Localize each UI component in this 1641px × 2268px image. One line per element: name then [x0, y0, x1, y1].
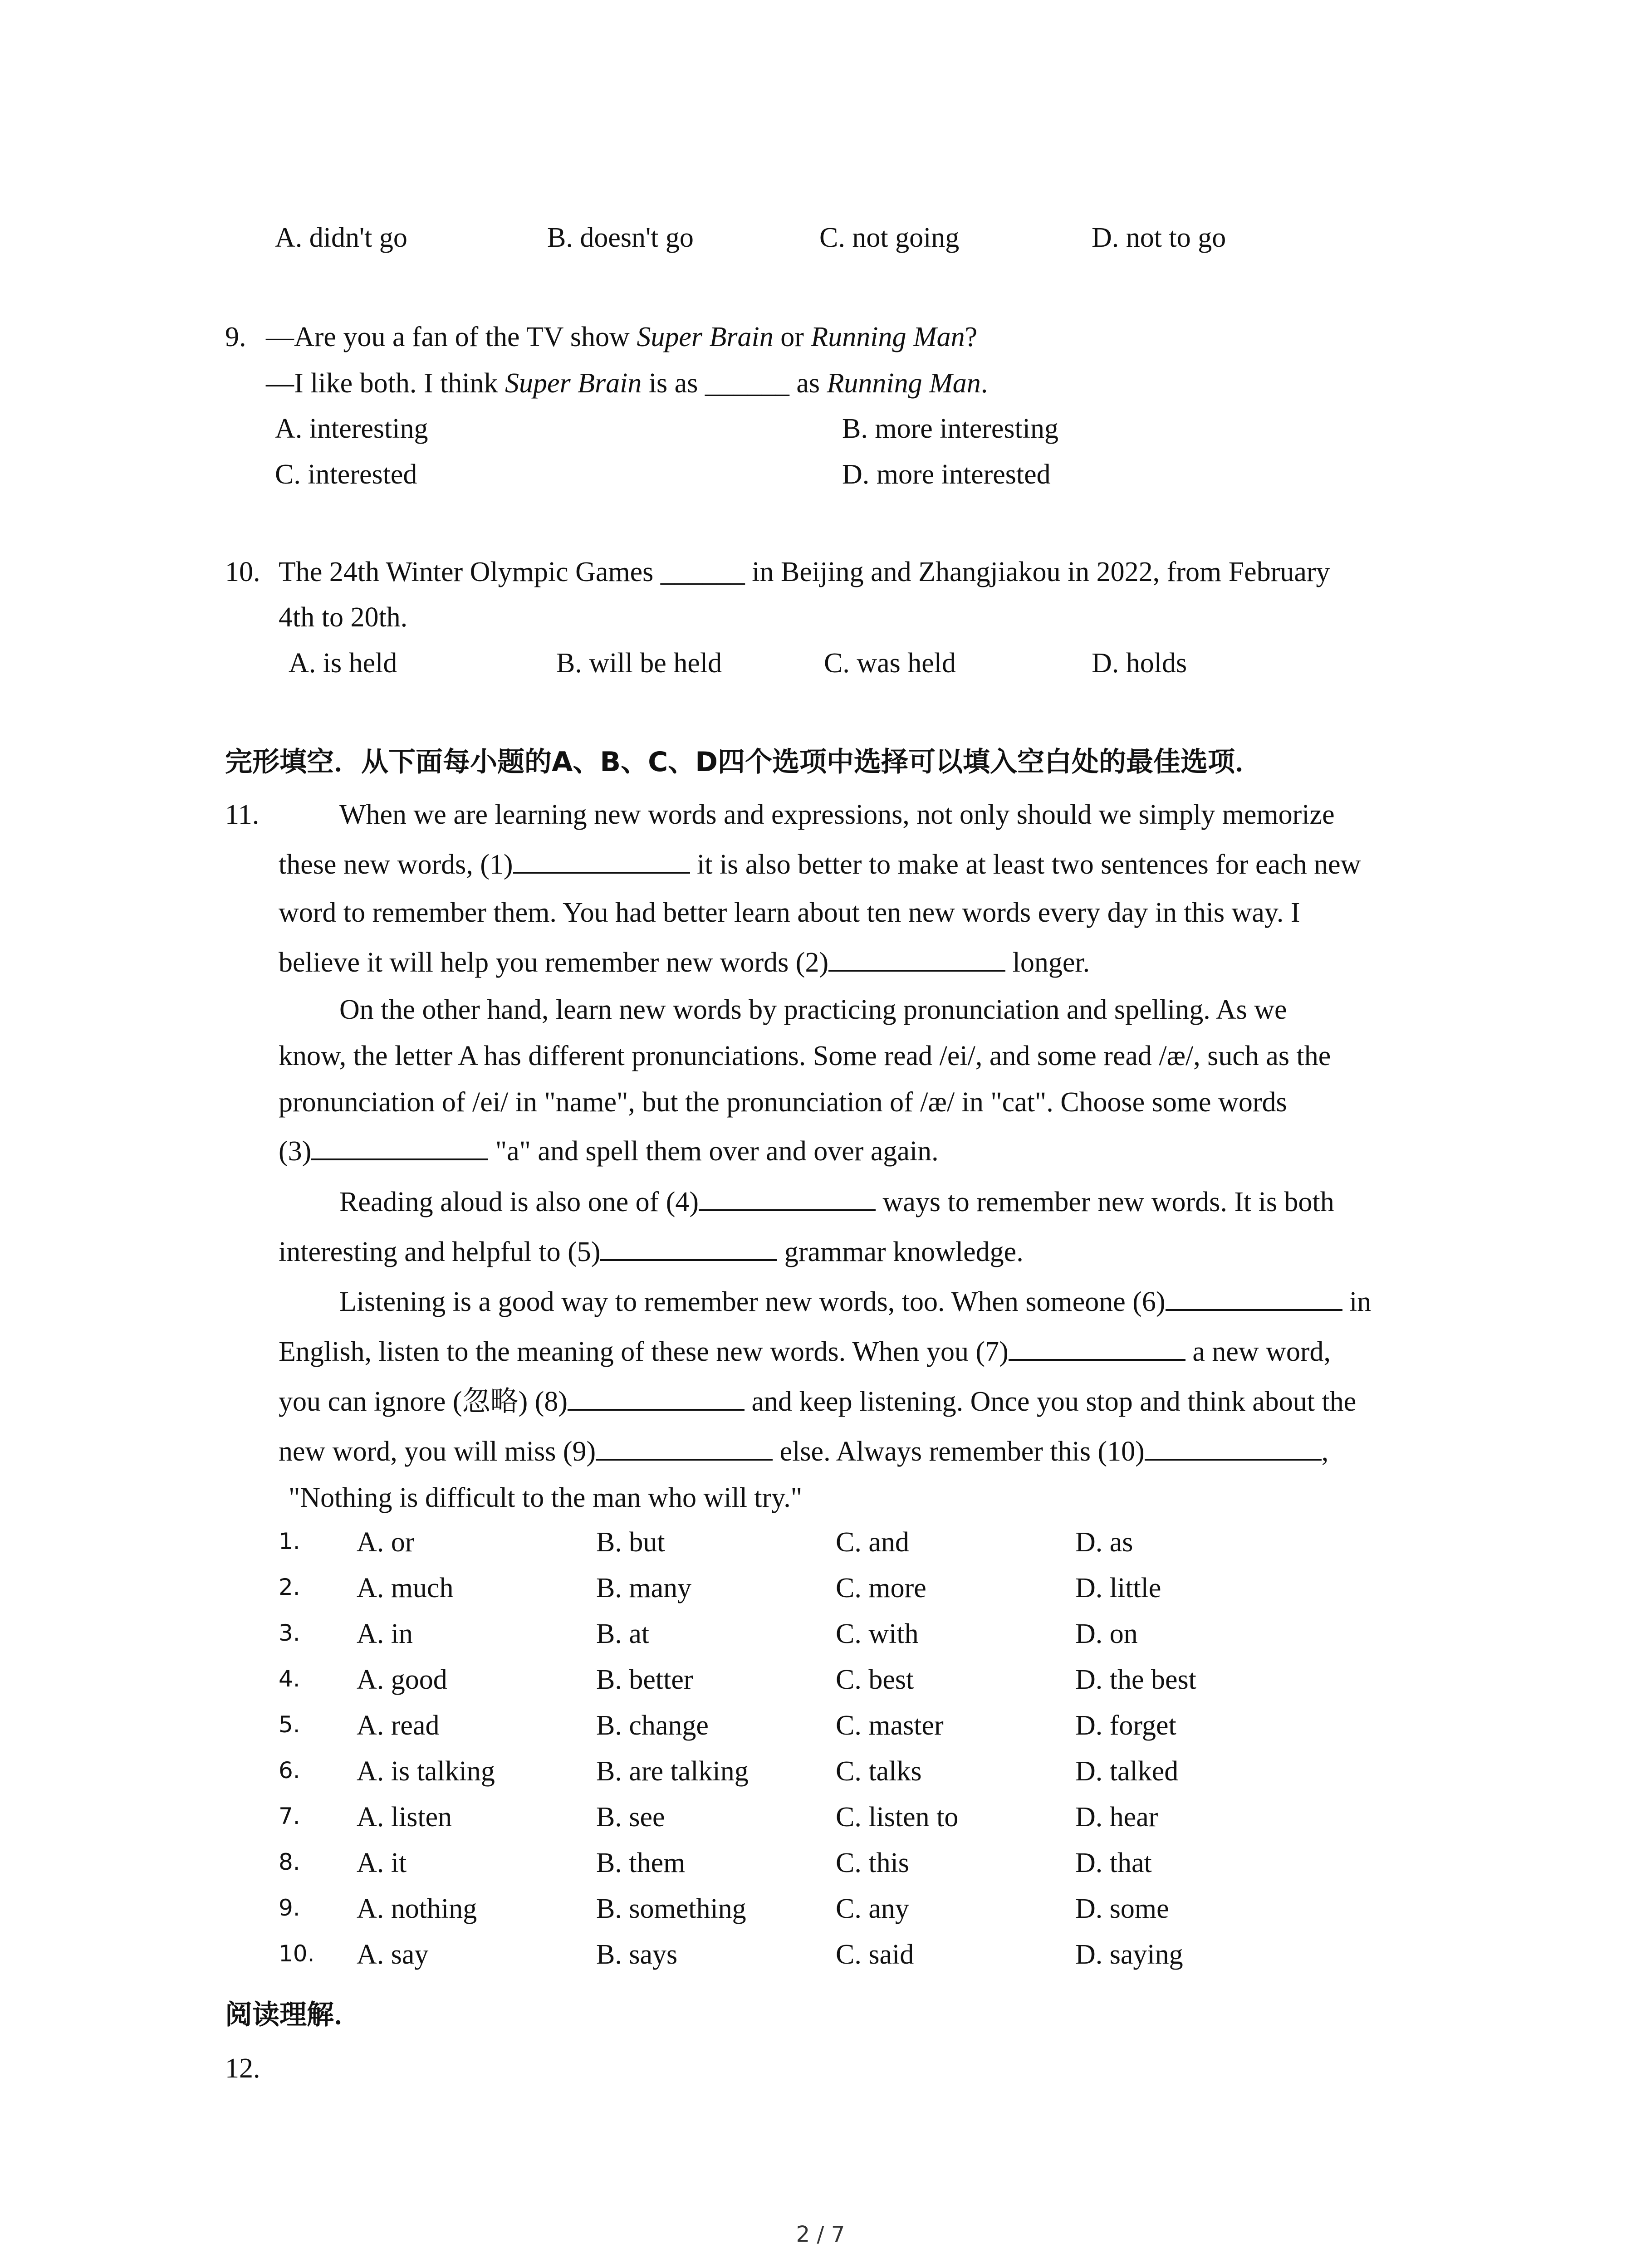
- q11-p2-line-1: On the other hand, learn new words by practicing pronunciation and spelling. As we: [339, 994, 1287, 1025]
- option-c: C. and: [836, 1527, 909, 1558]
- option-b: B. are talking: [596, 1756, 749, 1787]
- passage-text: English, listen to the meaning of these new words. When you (7): [279, 1336, 1009, 1367]
- passage-text: believe it will help you remember new words (2): [279, 947, 829, 978]
- option-a: A. or: [357, 1527, 415, 1558]
- q10-blank: ______: [660, 557, 745, 587]
- passage-text: new word, you will miss (9): [279, 1436, 596, 1467]
- q11-p3-line-2: [279, 1234, 1024, 1270]
- option-d: D. some: [1075, 1893, 1169, 1924]
- q11-p1-line-3: word to remember them. You had better learn about ten new words every day in this way. I: [279, 897, 1300, 928]
- blank-8: [568, 1383, 745, 1411]
- option-b: B. change: [596, 1710, 709, 1741]
- q9-show-title: Super Brain: [505, 368, 642, 399]
- option-a: A. read: [357, 1710, 440, 1741]
- q9-text: or: [773, 322, 811, 352]
- q8-option-d: D. not to go: [1092, 222, 1226, 253]
- reading-section-heading: 阅读理解．: [225, 1999, 361, 2031]
- q10-text: The 24th Winter Olympic Games: [279, 557, 661, 587]
- q10-option-a: A. is held: [289, 648, 397, 679]
- q11-p3-line-1: [339, 1184, 1334, 1220]
- option-a: A. say: [357, 1939, 429, 1970]
- q9-blank: ______: [705, 368, 789, 399]
- option-d: D. hear: [1075, 1802, 1158, 1833]
- blank-4: [699, 1184, 876, 1211]
- option-d: D. that: [1075, 1848, 1152, 1878]
- option-row-number: 5.: [279, 1711, 300, 1738]
- q8-option-c: C. not going: [819, 222, 960, 253]
- q10-option-c: C. was held: [824, 648, 956, 679]
- q10-option-b: B. will be held: [556, 648, 722, 679]
- option-row-number: 6.: [279, 1757, 300, 1784]
- blank-6: [1166, 1284, 1342, 1311]
- option-row-number: 9.: [279, 1895, 300, 1921]
- option-c: C. said: [836, 1939, 914, 1970]
- blank-9: [596, 1433, 773, 1461]
- blank-7: [1009, 1334, 1185, 1361]
- q11-p2-line-2: know, the letter A has different pronunciations. Some read /ei/, and some read /æ/, such as the: [279, 1041, 1331, 1071]
- passage-text: "a" and spell them over and over again.: [488, 1136, 939, 1167]
- option-c: C. with: [836, 1618, 919, 1649]
- q11-p4-line-4: [279, 1433, 1328, 1470]
- option-c: C. master: [836, 1710, 944, 1741]
- cloze-section-heading: 完形填空．从下面每小题的A、B、C、D四个选项中选择可以填入空白处的最佳选项．: [225, 746, 1263, 778]
- option-d: D. the best: [1075, 1664, 1196, 1695]
- passage-text: interesting and helpful to (5): [279, 1237, 601, 1267]
- option-c: C. any: [836, 1893, 909, 1924]
- q9-text: .: [980, 368, 988, 399]
- option-c: C. talks: [836, 1756, 922, 1787]
- q11-p4-line-3: [279, 1383, 1356, 1420]
- option-d: D. saying: [1075, 1939, 1183, 1970]
- q11-p4-line-2: [279, 1334, 1331, 1370]
- q9-show-title: Running Man: [811, 322, 965, 352]
- q8-option-a: A. didn't go: [275, 222, 407, 253]
- option-b: B. see: [596, 1802, 665, 1833]
- q9-text: —I like both. I think: [266, 368, 505, 399]
- q11-p2-line-3: pronunciation of /ei/ in "name", but the pronunciation of /æ/ in "cat". Choose some words: [279, 1087, 1287, 1118]
- option-a: A. is talking: [357, 1756, 495, 1787]
- q8-option-b: B. doesn't go: [547, 222, 694, 253]
- q11-p4-line-5: "Nothing is difficult to the man who will try.": [289, 1482, 803, 1513]
- q9-number: 9.: [225, 322, 246, 352]
- option-b: B. says: [596, 1939, 678, 1970]
- option-b: B. many: [596, 1573, 692, 1603]
- q10-text: in Beijing and Zhangjiakou in 2022, from February: [745, 557, 1330, 587]
- option-d: D. little: [1075, 1573, 1161, 1603]
- q10-option-d: D. holds: [1092, 648, 1187, 679]
- passage-text: else. Always remember this (10): [773, 1436, 1145, 1467]
- passage-text: a new word,: [1185, 1336, 1331, 1367]
- q11-number: 11.: [225, 799, 260, 830]
- option-row-number: 4.: [279, 1666, 300, 1692]
- option-row-number: 8.: [279, 1849, 300, 1875]
- q11-p4-line-1: [339, 1284, 1371, 1320]
- blank-1: [513, 846, 690, 874]
- option-row-number: 10.: [279, 1941, 315, 1967]
- q9-text: is as: [642, 368, 705, 399]
- option-a: A. listen: [357, 1802, 452, 1833]
- q12-number: 12.: [225, 2053, 260, 2084]
- q9-show-title: Running Man: [827, 368, 981, 399]
- passage-text: and keep listening. Once you stop and think about the: [745, 1386, 1357, 1417]
- q9-line-2: [266, 365, 988, 401]
- q9-line-1: [266, 319, 977, 355]
- q9-option-d: D. more interested: [842, 459, 1051, 490]
- option-row-number: 2.: [279, 1574, 300, 1600]
- passage-text: in: [1342, 1286, 1372, 1317]
- option-a: A. nothing: [357, 1893, 477, 1924]
- passage-text: longer.: [1005, 947, 1090, 978]
- q9-text: —Are you a fan of the TV show: [266, 322, 637, 352]
- option-d: D. on: [1075, 1618, 1138, 1649]
- option-b: B. something: [596, 1893, 746, 1924]
- option-a: A. good: [357, 1664, 447, 1695]
- option-a: A. in: [357, 1618, 413, 1649]
- option-a: A. much: [357, 1573, 454, 1603]
- option-d: D. forget: [1075, 1710, 1176, 1741]
- q11-p1-line-2: [279, 846, 1361, 883]
- q9-option-c: C. interested: [275, 459, 417, 490]
- option-c: C. this: [836, 1848, 909, 1878]
- option-b: B. at: [596, 1618, 650, 1649]
- blank-3: [311, 1133, 488, 1160]
- blank-5: [600, 1234, 777, 1261]
- option-d: D. talked: [1075, 1756, 1179, 1787]
- option-d: D. as: [1075, 1527, 1133, 1558]
- q11-p2-line-4: [279, 1133, 939, 1169]
- q11-p1-line-4: [279, 944, 1090, 981]
- blank-2: [828, 944, 1005, 972]
- blank-10: [1145, 1433, 1322, 1461]
- q10-line-1: [279, 554, 1330, 590]
- page-number: 2 / 7: [796, 2222, 845, 2247]
- passage-text: ways to remember new words. It is both: [876, 1187, 1334, 1217]
- passage-text: Listening is a good way to remember new words, too. When someone (6): [339, 1286, 1166, 1317]
- option-a: A. it: [357, 1848, 407, 1878]
- passage-text: these new words, (1): [279, 849, 513, 880]
- passage-text: (3): [279, 1136, 312, 1167]
- option-b: B. but: [596, 1527, 665, 1558]
- option-c: C. best: [836, 1664, 914, 1695]
- option-row-number: 1.: [279, 1528, 300, 1554]
- option-row-number: 7.: [279, 1803, 300, 1829]
- passage-text: Reading aloud is also one of (4): [339, 1187, 699, 1217]
- q10-number: 10.: [225, 557, 260, 587]
- option-row-number: 3.: [279, 1620, 300, 1646]
- option-b: B. better: [596, 1664, 693, 1695]
- q9-text: as: [789, 368, 827, 399]
- q9-text: ?: [965, 322, 978, 352]
- passage-text: it is also better to make at least two sentences for each new: [690, 849, 1361, 880]
- option-c: C. more: [836, 1573, 926, 1603]
- q11-p1-line-1: When we are learning new words and expressions, not only should we simply memorize: [339, 799, 1335, 830]
- option-c: C. listen to: [836, 1802, 959, 1833]
- q9-option-b: B. more interesting: [842, 413, 1058, 444]
- q9-option-a: A. interesting: [275, 413, 428, 444]
- passage-text: you can ignore (忽略) (8): [279, 1386, 568, 1417]
- passage-text: grammar knowledge.: [777, 1237, 1024, 1267]
- q9-show-title: Super Brain: [637, 322, 774, 352]
- option-b: B. them: [596, 1848, 686, 1878]
- q10-line-2: 4th to 20th.: [279, 602, 408, 633]
- passage-text: ,: [1321, 1436, 1329, 1467]
